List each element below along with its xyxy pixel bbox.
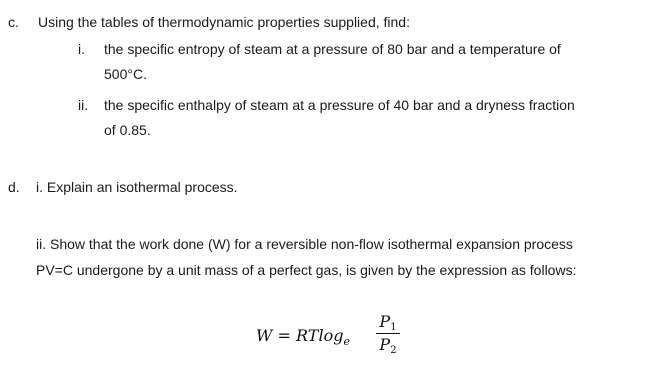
question-d-item-i: i. Explain an isothermal process.: [36, 179, 238, 195]
equation-lhs-text: W = RTlog: [256, 326, 344, 345]
fraction-bar: [376, 333, 400, 334]
pressure-ratio: [376, 312, 400, 355]
item-i-text-line2: 500°C.: [104, 66, 147, 82]
numerator-symbol: P: [379, 312, 391, 331]
question-d-marker: d.: [8, 179, 20, 195]
fraction-numerator: [376, 312, 400, 332]
item-i-marker: i.: [78, 41, 85, 57]
question-c-intro: Using the tables of thermodynamic properties supplied, find:: [38, 14, 410, 30]
item-ii-text-line1: the specific enthalpy of steam at a pressure of 40 bar and a dryness fraction: [104, 97, 575, 113]
denominator-index: 2: [390, 345, 397, 356]
item-i-text-line1: the specific entropy of steam at a pressure of 80 bar and a temperature of: [104, 41, 561, 57]
question-d-item-ii-line1: ii. Show that the work done (W) for a reversible non-flow isothermal expansion process: [36, 236, 573, 252]
question-c-marker: c.: [8, 14, 19, 30]
fraction-denominator: [376, 335, 400, 355]
numerator-index: 1: [390, 322, 397, 333]
item-ii-text-line2: of 0.85.: [104, 122, 151, 138]
question-d-item-ii-line2: PV=C undergone by a unit mass of a perfect gas, is given by the expression as follows:: [36, 262, 577, 278]
equation-lhs: [256, 326, 350, 348]
log-base: e: [343, 335, 350, 348]
denominator-symbol: P: [379, 335, 391, 354]
item-ii-marker: ii.: [78, 97, 89, 113]
